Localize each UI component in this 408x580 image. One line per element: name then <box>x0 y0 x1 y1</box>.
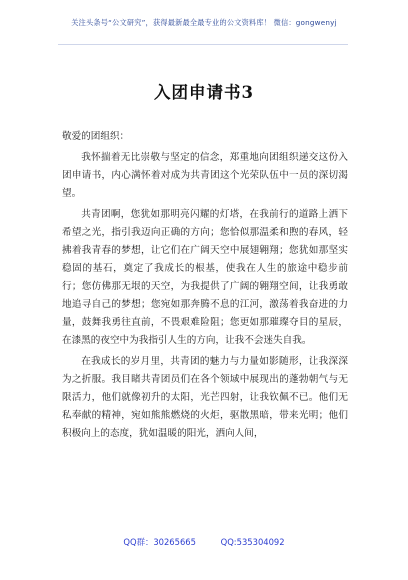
qq-number-label: QQ:535304092 <box>220 537 285 547</box>
paragraph-2: 共青团啊，您犹如那明亮闪耀的灯塔，在我前行的道路上洒下希望之光，指引我迈向正确的方向；您恰似那温柔和煦的春风，轻拂着我青春的梦想，让它们在广阔天空中展翅翱翔；您犹如那坚实稳固的基石，奠定了我成长的根基，使我在人生的旅途中稳步前行；您仿佛那无垠的天空，为我提供了广阔的翱翔空间，让我勇敢地追寻自己的梦想；您宛如那奔腾不息的江河，激荡着我奋进的力量，鼓舞我勇往直前，不畏艰难险阻；您更如那璀璨夺目的星辰，在漆黑的夜空中为我指引人生的方向，让我不会迷失自我。 <box>62 209 348 346</box>
qq-group-label: QQ群：30265665 <box>123 537 196 547</box>
document-body <box>62 128 348 443</box>
header-banner: 关注头条号“公文研究”，获得最新最全最专业的公文资料库！ 微信：gongwenyj <box>71 18 337 27</box>
salutation: 敬爱的团组织： <box>62 131 130 142</box>
paragraph-3: 在我成长的岁月里，共青团的魅力与力量如影随形，让我深深为之折服。我目睹共青团员们在各个领域中展现出的蓬勃朝气与无限活力，他们就像初升的太阳，光芒四射，让我钦佩不已。他们无私奉献的精神，宛如熊熊燃烧的火炬，驱散黑暗，带来光明；他们积极向上的态度，犹如温暖的阳光，洒向人间， <box>62 356 348 439</box>
footer-contact <box>0 536 408 548</box>
paragraph-1: 我怀揣着无比崇敬与坚定的信念，郑重地向团组织递交这份入团申请书，内心满怀着对成为共青团这个光荣队伍中一员的深切渴望。 <box>62 152 348 199</box>
header-divider <box>58 44 348 45</box>
document-title: 入团申请书3 <box>154 83 254 102</box>
